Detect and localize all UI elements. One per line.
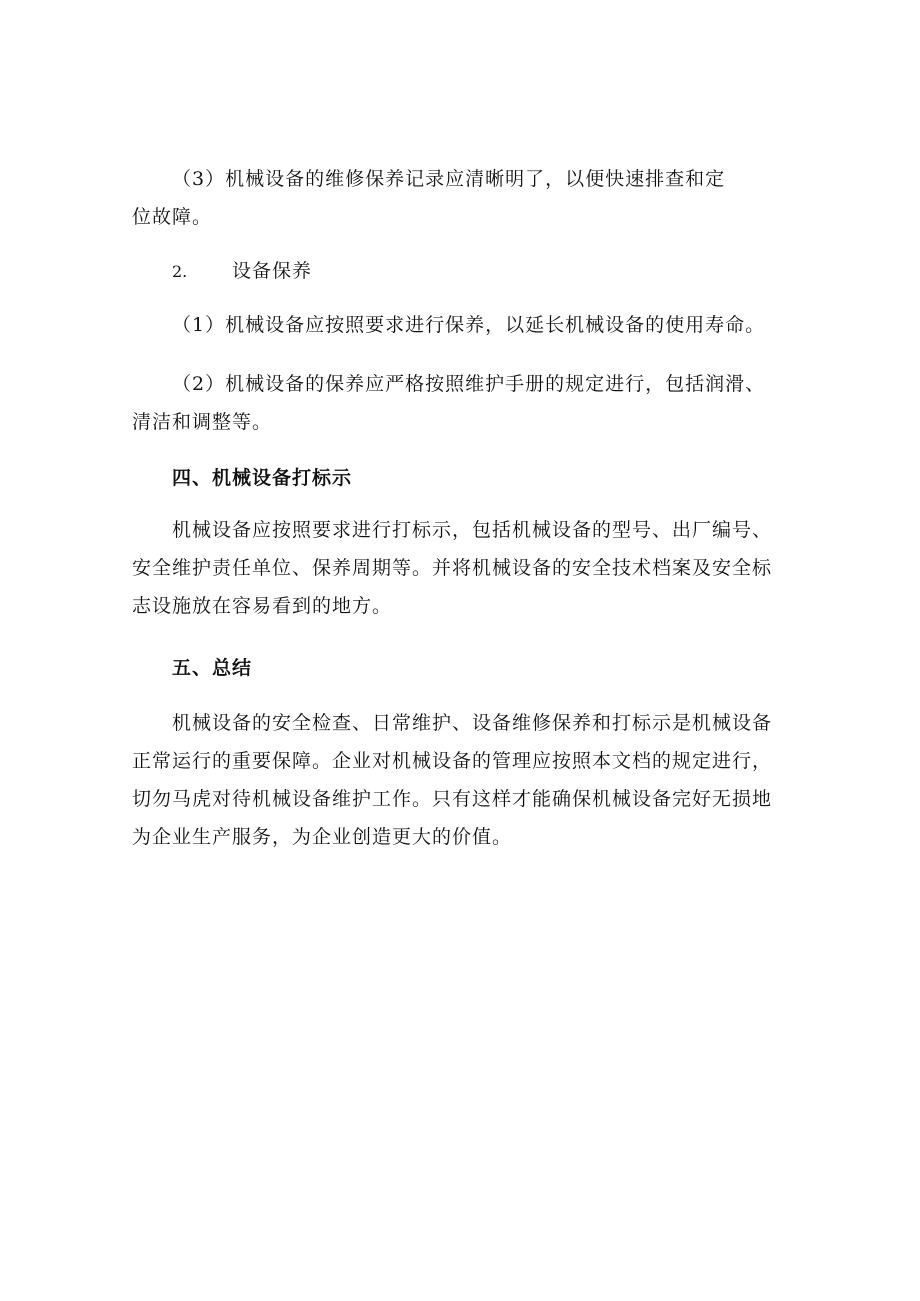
paragraph-line: 志设施放在容易看到的地方。 xyxy=(132,595,393,617)
section-heading-equipment-maintenance xyxy=(172,252,837,291)
paragraph-line: 安全维护责任单位、保养周期等。并将机械设备的安全技术档案及安全标 xyxy=(132,557,773,579)
section-heading-equipment-marking: 四、机械设备打标示 xyxy=(172,467,353,489)
paragraph-line: （2）机械设备的保养应严格按照维护手册的规定进行，包括润滑、 xyxy=(172,373,766,395)
paragraph-line: （3）机械设备的维修保养记录应清晰明了，以便快速排查和定 xyxy=(172,168,726,190)
paragraph-line: 机械设备的安全检查、日常维护、设备维修保养和打标示是机械设备 xyxy=(172,712,773,734)
section-title: 设备保养 xyxy=(232,260,313,282)
paragraph-summary xyxy=(132,704,797,856)
section-number: 2. xyxy=(172,262,188,281)
paragraph-line: 为企业生产服务，为企业创造更大的价值。 xyxy=(132,826,513,848)
paragraph-equipment-marking xyxy=(132,511,797,625)
paragraph-line: 位故障。 xyxy=(132,206,213,228)
paragraph-line: 机械设备应按照要求进行打标示，包括机械设备的型号、出厂编号、 xyxy=(172,519,773,541)
paragraph-line: 切勿马虎对待机械设备维护工作。只有这样才能确保机械设备完好无损地 xyxy=(132,788,773,810)
paragraph-line: （1）机械设备应按照要求进行保养，以延长机械设备的使用寿命。 xyxy=(172,314,766,336)
paragraph-maintenance-manual xyxy=(132,365,797,441)
section-heading-summary: 五、总结 xyxy=(172,657,253,679)
paragraph-line: 清洁和调整等。 xyxy=(132,411,273,433)
paragraph-line: 正常运行的重要保障。企业对机械设备的管理应按照本文档的规定进行， xyxy=(132,750,773,772)
paragraph-maintenance-records xyxy=(132,160,797,236)
paragraph-maintenance-requirement xyxy=(132,306,797,344)
